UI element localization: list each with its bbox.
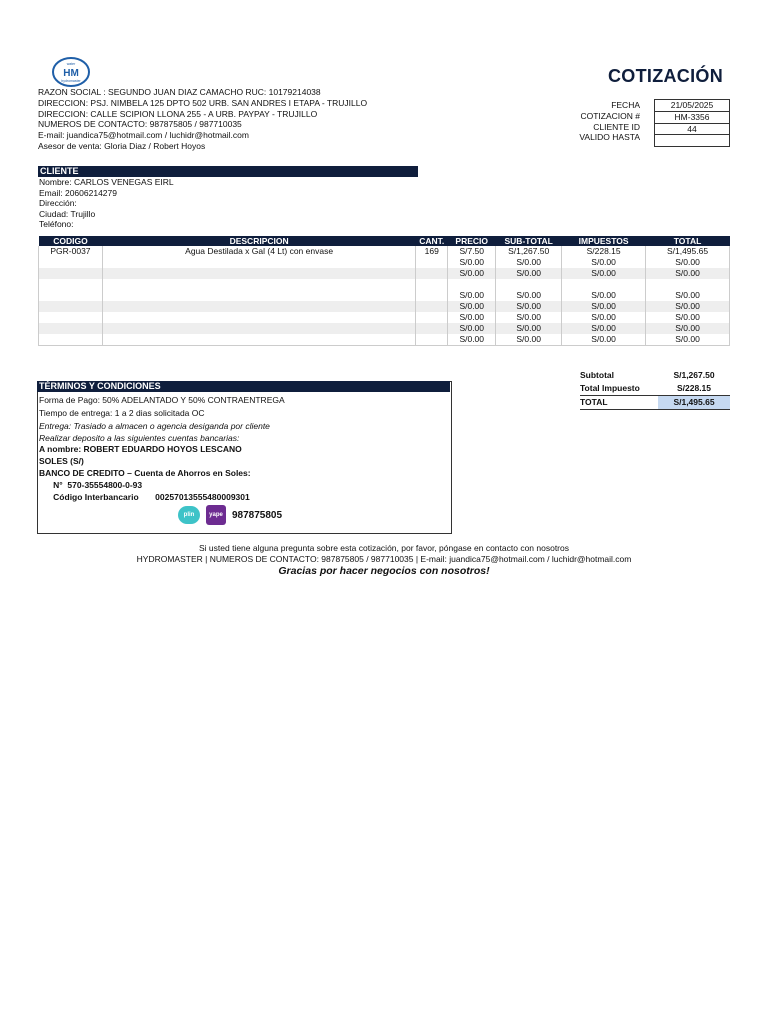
yape-icon: yape	[206, 505, 226, 525]
cell-price: S/0.00	[448, 301, 496, 312]
payment-apps	[178, 505, 282, 525]
client-id-value: 44	[654, 124, 730, 136]
cell-total: S/0.00	[646, 268, 730, 279]
cell-description	[102, 334, 415, 346]
cell-price: S/0.00	[448, 334, 496, 346]
totals-block	[580, 369, 730, 410]
cell-qty	[416, 312, 448, 323]
header-cell: PRECIO	[448, 236, 496, 246]
total-row	[580, 395, 730, 410]
company-line: DIRECCION: PSJ. NIMBELA 125 DPTO 502 URB. SAN ANDRES I ETAPA - TRUJILLO	[38, 97, 368, 108]
table-row	[39, 246, 730, 257]
subtotal-value: S/1,267.50	[673, 370, 715, 380]
quote-number-value: HM-3356	[654, 112, 730, 124]
cell-subtotal: S/0.00	[496, 290, 562, 301]
logo-top-text: water	[66, 62, 76, 66]
tax-value: S/228.15	[676, 383, 712, 393]
terms-text	[39, 394, 285, 503]
cell-subtotal: S/0.00	[496, 268, 562, 279]
cell-price: S/0.00	[448, 290, 496, 301]
cell-code	[39, 323, 103, 334]
cell-qty	[416, 323, 448, 334]
cell-code	[39, 301, 103, 312]
cell-code	[39, 257, 103, 268]
subtotal-label: Subtotal	[580, 370, 614, 380]
page-title: COTIZACIÓN	[608, 66, 723, 86]
cell-total: S/1,495.65	[646, 246, 730, 257]
cell-description	[102, 268, 415, 279]
cell-code: PGR-0037	[39, 246, 103, 257]
cell-qty	[416, 334, 448, 346]
cell-tax: S/0.00	[562, 323, 646, 334]
tax-row	[580, 382, 730, 395]
client-info	[39, 177, 174, 230]
cell-tax: S/0.00	[562, 268, 646, 279]
tax-label: Total Impuesto	[580, 383, 640, 393]
footer-line-1: Si usted tiene alguna pregunta sobre esta cotización, por favor, póngase en contacto con nosotros	[199, 543, 569, 553]
cell-total: S/0.00	[646, 301, 730, 312]
cell-subtotal: S/0.00	[496, 334, 562, 346]
cell-tax: S/0.00	[562, 334, 646, 346]
header-cell: TOTAL	[646, 236, 730, 246]
cell-description	[102, 323, 415, 334]
cell-qty	[416, 290, 448, 301]
terms-header: TÉRMINOS Y CONDICIONES	[37, 381, 450, 392]
cell-tax: S/228.15	[562, 246, 646, 257]
interbank-code: Código Interbancario 00257013555480009301	[39, 492, 250, 502]
cell-price: S/7.50	[448, 246, 496, 257]
header-cell: IMPUESTOS	[562, 236, 646, 246]
cell-total: S/0.00	[646, 323, 730, 334]
company-line: Asesor de venta: Gloria Diaz / Robert Hoyos	[38, 140, 206, 151]
cell-price: S/0.00	[448, 323, 496, 334]
client-line: Ciudad: Trujillo	[39, 208, 96, 219]
payment-phone: 987875805	[232, 509, 283, 521]
cell-code	[39, 268, 103, 279]
logo-text: HM	[63, 68, 79, 79]
plin-icon: plin	[178, 506, 200, 524]
cell-tax: S/0.00	[562, 257, 646, 268]
table-row	[39, 257, 730, 268]
client-line: Dirección:	[39, 198, 77, 208]
cell-qty	[416, 301, 448, 312]
cell-subtotal	[496, 279, 562, 290]
header-cell: DESCRIPCION	[102, 236, 415, 246]
footer-line-2: HYDROMASTER | NUMEROS DE CONTACTO: 987875805 / 987710035 | E-mail: juandica75@hotmail.com / luchidr@hotmail.com	[136, 554, 632, 564]
cell-description	[102, 257, 415, 268]
table-row	[39, 323, 730, 334]
total-value: S/1,495.65	[658, 396, 730, 409]
delivery-time: Tiempo de entrega: 1 a 2 dias solicitada OC	[39, 408, 205, 418]
valid-until-value	[654, 135, 730, 147]
cell-tax	[562, 279, 646, 290]
cell-price	[448, 279, 496, 290]
thanks-message: Gracias por hacer negocios con nosotros!	[278, 565, 490, 577]
cell-description	[102, 312, 415, 323]
cell-code	[39, 279, 103, 290]
company-line: E-mail: juandica75@hotmail.com / luchidr@hotmail.com	[38, 130, 249, 141]
table-row	[39, 312, 730, 323]
meta-label: VALIDO HASTA	[579, 132, 640, 143]
cell-qty	[416, 279, 448, 290]
cell-tax: S/0.00	[562, 312, 646, 323]
meta-label: COTIZACION #	[580, 110, 640, 121]
cell-qty	[416, 268, 448, 279]
company-info	[38, 87, 367, 152]
client-line: Email: 20606214279	[39, 187, 117, 198]
delivery-terms: Entrega: Trasiado a almacen o agencia desiganda por cliente	[39, 421, 270, 431]
company-line: DIRECCION: CALLE SCIPION LLONA 255 - A URB. PAYPAY - TRUJILLO	[38, 108, 318, 119]
table-row	[39, 290, 730, 301]
table-header-row	[39, 236, 730, 246]
cell-description	[102, 301, 415, 312]
cell-description	[102, 290, 415, 301]
cell-price: S/0.00	[448, 268, 496, 279]
company-line: NUMEROS DE CONTACTO: 987875805 / 987710035	[38, 119, 242, 130]
cell-tax: S/0.00	[562, 290, 646, 301]
bank-name: BANCO DE CREDITO – Cuenta de Ahorros en Soles:	[39, 468, 251, 478]
date-value: 21/05/2025	[654, 99, 730, 112]
cell-total: S/0.00	[646, 257, 730, 268]
cell-code	[39, 290, 103, 301]
company-logo	[52, 57, 90, 87]
client-line: Teléfono:	[39, 219, 74, 229]
currency: SOLES (S/)	[39, 456, 84, 466]
cell-qty: 169	[416, 246, 448, 257]
account-holder: A nombre: ROBERT EDUARDO HOYOS LESCANO	[39, 444, 242, 454]
client-line: Nombre: CARLOS VENEGAS EIRL	[39, 177, 174, 187]
table-row	[39, 334, 730, 346]
cell-total: S/0.00	[646, 312, 730, 323]
company-line: RAZON SOCIAL : SEGUNDO JUAN DIAZ CAMACHO RUC: 10179214038	[38, 87, 321, 97]
cell-subtotal: S/0.00	[496, 312, 562, 323]
cell-subtotal: S/0.00	[496, 257, 562, 268]
cell-description	[102, 279, 415, 290]
items-table	[38, 236, 730, 346]
cell-price: S/0.00	[448, 257, 496, 268]
deposit-note: Realizar deposito a las siguientes cuentas bancarias:	[39, 433, 240, 443]
cell-price: S/0.00	[448, 312, 496, 323]
cell-qty	[416, 257, 448, 268]
logo-bottom-text: hydromaster	[61, 79, 81, 83]
cell-tax: S/0.00	[562, 301, 646, 312]
meta-label: CLIENTE ID	[593, 121, 640, 132]
header-cell: CODIGO	[39, 236, 103, 246]
client-header: CLIENTE	[38, 166, 418, 177]
cell-subtotal: S/0.00	[496, 301, 562, 312]
table-row	[39, 279, 730, 290]
cell-total	[646, 279, 730, 290]
cell-subtotal: S/1,267.50	[496, 246, 562, 257]
quote-meta-labels	[560, 100, 640, 143]
header-cell: SUB-TOTAL	[496, 236, 562, 246]
cell-total: S/0.00	[646, 290, 730, 301]
cell-code	[39, 334, 103, 346]
cell-code	[39, 312, 103, 323]
cell-subtotal: S/0.00	[496, 323, 562, 334]
quote-meta-values	[654, 99, 730, 147]
table-row	[39, 301, 730, 312]
table-row	[39, 268, 730, 279]
cell-total: S/0.00	[646, 334, 730, 346]
header-cell: CANT.	[416, 236, 448, 246]
meta-label: FECHA	[611, 100, 640, 110]
total-label: TOTAL	[580, 397, 608, 407]
account-number: N° 570-35554800-0-93	[39, 480, 143, 490]
payment-terms: Forma de Pago: 50% ADELANTADO Y 50% CONTRAENTREGA	[39, 395, 285, 405]
cell-description: Agua Destilada x Gal (4 Lt) con envase	[102, 246, 415, 257]
subtotal-row	[580, 369, 730, 382]
